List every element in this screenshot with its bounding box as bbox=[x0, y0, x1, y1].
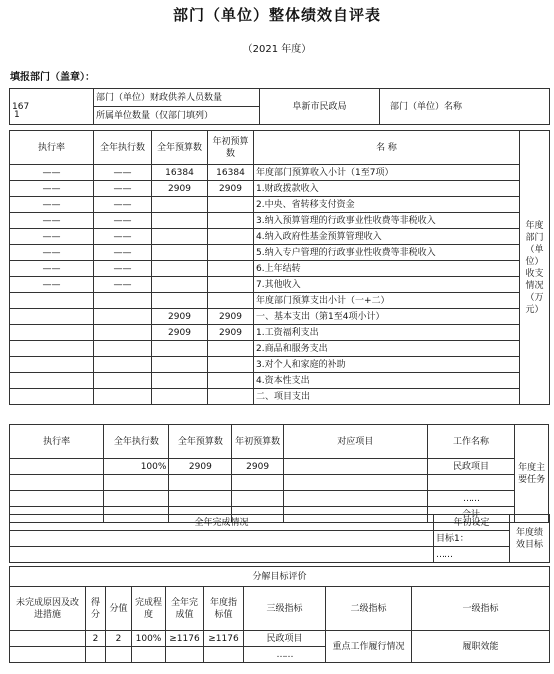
reporting-unit-label: 填报部门（盖章）： bbox=[10, 72, 95, 83]
cell-name: 1.财政拨款收入 bbox=[254, 181, 520, 197]
table-row bbox=[10, 165, 550, 181]
goals-col-done: 全年完成情况 bbox=[10, 515, 434, 531]
cell-reason bbox=[10, 647, 86, 663]
cell-exec bbox=[94, 293, 152, 309]
cell-proj bbox=[283, 475, 427, 491]
cell-l3: 民政项目 bbox=[244, 631, 326, 647]
cell-name: 7.其他收入 bbox=[254, 277, 520, 293]
cell-full bbox=[169, 491, 232, 507]
cell-full bbox=[166, 647, 204, 663]
cell-rate: —— bbox=[10, 165, 94, 181]
table-row bbox=[10, 213, 550, 229]
cell-init bbox=[208, 261, 254, 277]
table-row bbox=[10, 373, 550, 389]
cell-rate: —— bbox=[10, 181, 94, 197]
cell-name: 4.纳入政府性基金预算管理收入 bbox=[254, 229, 520, 245]
table-row bbox=[10, 459, 549, 475]
cell-init bbox=[208, 373, 254, 389]
cell-rate bbox=[132, 647, 166, 663]
cell-l3: …… bbox=[244, 647, 326, 663]
cell-name: 3.对个人和家庭的补助 bbox=[254, 357, 520, 373]
cell-l2: 重点工作履行情况 bbox=[326, 631, 412, 663]
cell-init: 2909 bbox=[208, 325, 254, 341]
cell-exec bbox=[94, 373, 152, 389]
cell-exec bbox=[94, 389, 152, 405]
table-row bbox=[10, 261, 550, 277]
goals-table bbox=[9, 514, 550, 563]
cell-reason bbox=[10, 631, 86, 647]
tasks-table bbox=[9, 424, 549, 523]
cell-proj bbox=[283, 459, 427, 475]
cell-exec: —— bbox=[94, 245, 152, 261]
staff-count-value: 167 bbox=[12, 101, 30, 112]
cell-full bbox=[169, 475, 232, 491]
table-row bbox=[10, 631, 550, 647]
cell-name: 年度部门预算支出小计（一+二） bbox=[254, 293, 520, 309]
table-row bbox=[10, 229, 550, 245]
cell-name: 3.纳入预算管理的行政事业性收费等非税收入 bbox=[254, 213, 520, 229]
cell-exec: —— bbox=[94, 197, 152, 213]
goals-section-label: 年度绩效目标 bbox=[510, 515, 550, 563]
table-row bbox=[10, 197, 550, 213]
cell-proj bbox=[283, 491, 427, 507]
cell-work: 合计 bbox=[427, 507, 515, 523]
cell-exec: 100% bbox=[104, 459, 169, 475]
form-title: 部门（单位）整体绩效自评表 bbox=[172, 6, 381, 24]
cell-init bbox=[208, 213, 254, 229]
sub-unit-label: 所属单位数量（仅部门填列） bbox=[94, 107, 260, 125]
form-year: （2021 年度） bbox=[242, 44, 312, 55]
cell-name: 二、项目支出 bbox=[254, 389, 520, 405]
cell-rate: —— bbox=[10, 261, 94, 277]
cell-l1: 履职效能 bbox=[412, 631, 550, 663]
cell-init bbox=[208, 293, 254, 309]
tasks-section-label: 年度主要任务 bbox=[515, 425, 549, 523]
cell-rate bbox=[10, 357, 94, 373]
cell-work: …… bbox=[427, 491, 515, 507]
cell-full bbox=[152, 341, 208, 357]
cell-init bbox=[208, 197, 254, 213]
cell-full bbox=[152, 197, 208, 213]
col-name: 名 称 bbox=[254, 131, 520, 165]
cell-init: 16384 bbox=[208, 165, 254, 181]
cell-full bbox=[152, 261, 208, 277]
cell-rate: —— bbox=[10, 277, 94, 293]
cell-name: 年度部门预算收入小计（1至7项） bbox=[254, 165, 520, 181]
cell-name: 5.纳入专户管理的行政事业性收费等非税收入 bbox=[254, 245, 520, 261]
cell-init: 2909 bbox=[208, 309, 254, 325]
cell-name: 2.商品和服务支出 bbox=[254, 341, 520, 357]
budget-section-label: 年度部门（单位）收支情况（万元） bbox=[520, 131, 550, 405]
cell-init bbox=[232, 475, 284, 491]
table-row bbox=[10, 293, 550, 309]
cell-name: 2.中央、省转移支付资金 bbox=[254, 197, 520, 213]
cell-init bbox=[208, 341, 254, 357]
cell-work: 民政项目 bbox=[427, 459, 515, 475]
cell-init bbox=[208, 277, 254, 293]
cell-rate bbox=[10, 475, 104, 491]
cell-exec bbox=[94, 341, 152, 357]
cell-exec: —— bbox=[94, 213, 152, 229]
col-full: 全年预算数 bbox=[152, 131, 208, 165]
cell-rate bbox=[10, 373, 94, 389]
budget-table bbox=[9, 130, 550, 405]
cell-rate bbox=[10, 309, 94, 325]
eval-col-l1: 一级指标 bbox=[412, 587, 550, 631]
table-row bbox=[10, 475, 549, 491]
cell-exec: —— bbox=[94, 181, 152, 197]
cell-full bbox=[152, 229, 208, 245]
cell-exec bbox=[94, 325, 152, 341]
task-col-proj: 对应项目 bbox=[283, 425, 427, 459]
cell-exec bbox=[94, 357, 152, 373]
cell-work bbox=[427, 475, 515, 491]
cell-rate: —— bbox=[10, 213, 94, 229]
cell-exec bbox=[94, 309, 152, 325]
task-col-rate: 执行率 bbox=[10, 425, 104, 459]
cell-full: 2909 bbox=[152, 181, 208, 197]
table-row bbox=[10, 389, 550, 405]
cell-exec: —— bbox=[94, 165, 152, 181]
dept-name: 阜新市民政局 bbox=[260, 89, 380, 125]
cell-rate bbox=[10, 293, 94, 309]
col-rate: 执行率 bbox=[10, 131, 94, 165]
cell-exec bbox=[104, 491, 169, 507]
staff-count-value-cell bbox=[10, 89, 94, 125]
cell-rate bbox=[10, 459, 104, 475]
task-col-init: 年初预算数 bbox=[232, 425, 284, 459]
cell-name: 6.上年结转 bbox=[254, 261, 520, 277]
eval-col-weight: 分值 bbox=[106, 587, 132, 631]
eval-col-rate: 完成程度 bbox=[132, 587, 166, 631]
goal-1-label: 目标1： bbox=[434, 531, 510, 547]
cell-init bbox=[208, 389, 254, 405]
cell-full bbox=[152, 373, 208, 389]
cell-full bbox=[152, 357, 208, 373]
cell-full: 2909 bbox=[152, 325, 208, 341]
cell-full bbox=[152, 213, 208, 229]
cell-rate: —— bbox=[10, 245, 94, 261]
goal-more-done bbox=[10, 547, 434, 563]
table-row bbox=[10, 245, 550, 261]
table-row bbox=[10, 341, 550, 357]
table-row bbox=[10, 357, 550, 373]
cell-rate: —— bbox=[10, 197, 94, 213]
cell-full: 16384 bbox=[152, 165, 208, 181]
goal-1-done bbox=[10, 531, 434, 547]
cell-rate: —— bbox=[10, 229, 94, 245]
eval-title: 分解目标评价 bbox=[10, 567, 550, 587]
cell-rate: 100% bbox=[132, 631, 166, 647]
cell-full bbox=[152, 389, 208, 405]
staff-count-label: 部门（单位）财政供养人员数量 bbox=[94, 89, 260, 107]
table-row bbox=[10, 181, 550, 197]
eval-table bbox=[9, 566, 550, 663]
sub-unit-count: 1 bbox=[14, 110, 20, 120]
cell-exec: —— bbox=[94, 261, 152, 277]
col-exec: 全年执行数 bbox=[94, 131, 152, 165]
cell-init bbox=[208, 245, 254, 261]
table-row bbox=[10, 491, 549, 507]
eval-col-l2: 二级指标 bbox=[326, 587, 412, 631]
cell-init bbox=[208, 229, 254, 245]
cell-rate bbox=[10, 491, 104, 507]
dept-name-label: 部门（单位）名称 bbox=[380, 89, 550, 125]
cell-weight bbox=[106, 647, 132, 663]
task-col-full: 全年预算数 bbox=[169, 425, 232, 459]
eval-col-full: 全年完成值 bbox=[166, 587, 204, 631]
cell-exec: —— bbox=[94, 229, 152, 245]
eval-col-score: 得分 bbox=[86, 587, 106, 631]
cell-name: 一、基本支出（第1至4项小计） bbox=[254, 309, 520, 325]
cell-rate bbox=[10, 389, 94, 405]
goals-col-set: 年初设定 bbox=[434, 515, 510, 531]
col-init: 年初预算数 bbox=[208, 131, 254, 165]
cell-target bbox=[204, 647, 244, 663]
info-table bbox=[9, 88, 550, 125]
cell-init bbox=[208, 357, 254, 373]
table-row bbox=[10, 277, 550, 293]
cell-exec: —— bbox=[94, 277, 152, 293]
cell-name: 4.资本性支出 bbox=[254, 373, 520, 389]
task-col-work: 工作名称 bbox=[427, 425, 515, 459]
eval-col-l3: 三级指标 bbox=[244, 587, 326, 631]
cell-init: 2909 bbox=[208, 181, 254, 197]
cell-target: ≥1176 bbox=[204, 631, 244, 647]
cell-init: 2909 bbox=[232, 459, 284, 475]
cell-full: 2909 bbox=[169, 459, 232, 475]
eval-col-reason: 未完成原因及改进措施 bbox=[10, 587, 86, 631]
cell-score bbox=[86, 647, 106, 663]
cell-exec bbox=[104, 475, 169, 491]
cell-init bbox=[232, 491, 284, 507]
cell-full: 2909 bbox=[152, 309, 208, 325]
cell-rate bbox=[10, 341, 94, 357]
cell-full bbox=[152, 293, 208, 309]
cell-score: 2 bbox=[86, 631, 106, 647]
goal-more-label: …… bbox=[434, 547, 510, 563]
cell-rate bbox=[10, 325, 94, 341]
table-row bbox=[10, 309, 550, 325]
cell-weight: 2 bbox=[106, 631, 132, 647]
cell-full: ≥1176 bbox=[166, 631, 204, 647]
table-row bbox=[10, 325, 550, 341]
cell-full bbox=[152, 277, 208, 293]
cell-name: 1.工资福利支出 bbox=[254, 325, 520, 341]
task-col-exec: 全年执行数 bbox=[104, 425, 169, 459]
eval-col-target: 年度指标值 bbox=[204, 587, 244, 631]
cell-full bbox=[152, 245, 208, 261]
